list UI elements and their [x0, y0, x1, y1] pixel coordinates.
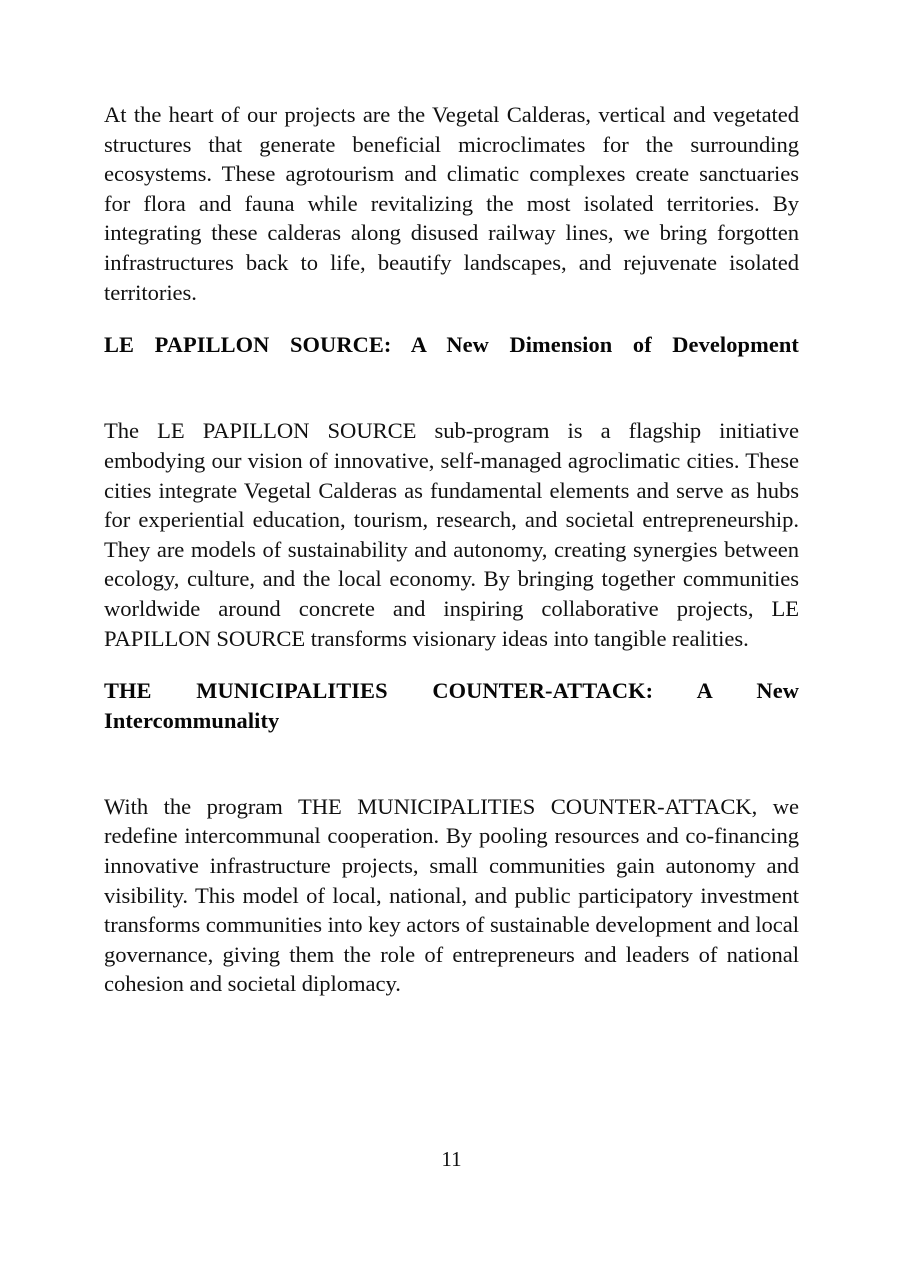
spacer [104, 653, 799, 676]
paragraph-vegetal-calderas: At the heart of our projects are the Vegetal Calderas, vertical and vegetated structures that generate beneficial microclimates for the surrounding ecosystems. These agrotourism and climatic complexes create sanctuaries for flora and fauna while revitalizing the most isolated territories. By integrating these calderas along disused railway lines, we bring forgotten infrastructures back to life, beautify landscapes, and rejuvenate isolated territories. [104, 102, 799, 305]
spacer [104, 765, 799, 792]
heading-municipalities-counter-attack: THE MUNICIPALITIES COUNTER-ATTACK: A New Intercommunality [104, 678, 799, 733]
paragraph-municipalities-counter-attack: With the program THE MUNICIPALITIES COUNTER-ATTACK, we redefine intercommunal cooperation. By pooling resources and co-financing innovative infrastructure projects, small communities gain autonomy and visibility. This model of local, national, and public participatory investment transforms communities into key actors of sustainable development and local governance, giving them the role of entrepreneurs and leaders of national cohesion and societal diplomacy. [104, 793, 799, 997]
spacer [104, 307, 799, 330]
text-column [104, 100, 799, 999]
paragraph-le-papillon-source: The LE PAPILLON SOURCE sub-program is a flagship initiative embodying our vision of innovative, self-managed agroclimatic cities. These cities integrate Vegetal Calderas as fundamental elements and serve as hubs for experiential education, tourism, research, and societal entrepreneurship. They are models of sustainability and autonomy, creating synergies between ecology, culture, and the local economy. By bringing together communities worldwide around concrete and inspiring collaborative projects, LE PAPILLON SOURCE transforms visionary ideas into tangible realities. [104, 418, 799, 651]
spacer [104, 389, 799, 416]
page-number: 11 [441, 1147, 462, 1171]
heading-le-papillon-source: LE PAPILLON SOURCE: A New Dimension of Development [104, 332, 799, 358]
